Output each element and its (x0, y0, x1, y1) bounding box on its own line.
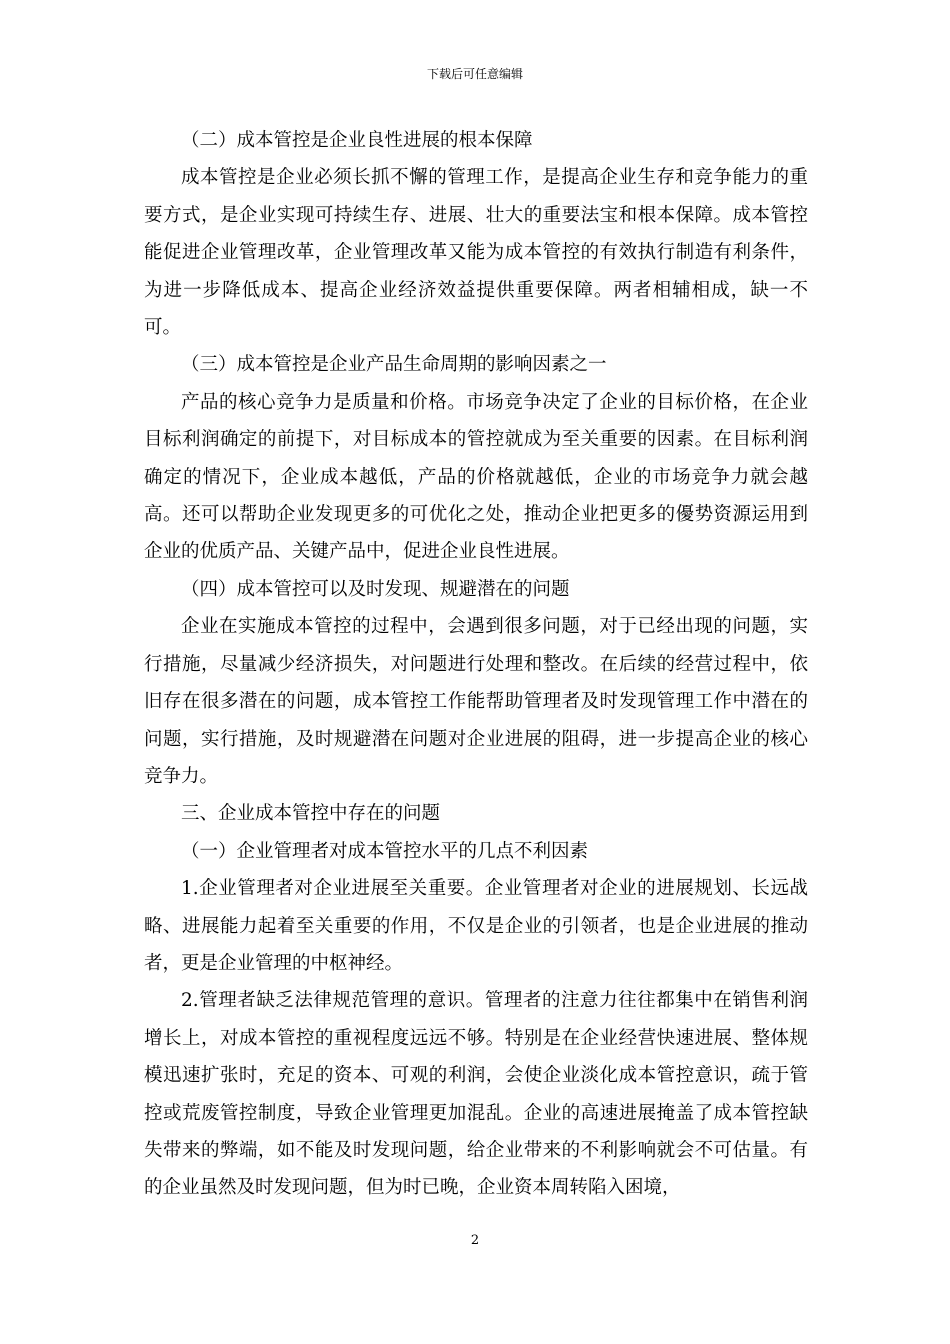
document-body (144, 122, 808, 1207)
paragraph: 成本管控是企业必须长抓不懈的管理工作，是提高企业生存和竞争能力的重要方式，是企业实现可持续生存、进展、壮大的重要法宝和根本保障。成本管控能促进企业管理改革，企业管理改革又能为成本管控的有效执行制造有利条件，为进一步降低成本、提高企业经济效益提供重要保障。两者相辅相成，缺一不可。 (144, 167, 808, 339)
heading-section-2: （二）成本管控是企业良性进展的根本保障 (181, 130, 533, 151)
heading-subsection-1: （一）企业管理者对成本管控水平的几点不利因素 (181, 840, 589, 862)
page-header: 下载后可任意编辑 (426, 67, 523, 81)
paragraph: 产品的核心竞争力是质量和价格。市场竞争决定了企业的目标价格，在企业目标利润确定的前提下，对目标成本的管控就成为至关重要的因素。在目标利润确定的情况下，企业成本越低，产品的价格就越低，企业的市场竞争力就会越高。还可以帮助企业发现更多的可优化之处，推动企业把更多的優势资源运用到企业的优质产品、关键产品中，促进企业良性进展。 (144, 391, 808, 563)
paragraph: 1.企业管理者对企业进展至关重要。企业管理者对企业的进展规划、长远战略、进展能力起着至关重要的作用，不仅是企业的引领者，也是企业进展的推动者，更是企业管理的中枢神经。 (144, 878, 808, 974)
heading-chapter-3: 三、企业成本管控中存在的问题 (181, 803, 441, 825)
page-number: 2 (470, 1233, 480, 1248)
paragraph: 2.管理者缺乏法律规范管理的意识。管理者的注意力往往都集中在销售利润增长上，对成本管控的重视程度远远不够。特别是在企业经营快速进展、整体规模迅速扩张时，充足的资本、可观的利润，会使企业淡化成本管控意识，疏于管控或荒废管控制度，导致企业管理更加混乱。企业的高速进展掩盖了成本管控缺失带来的弊端，如不能及时发现问题，给企业带来的不利影响就会不可估量。有的企业虽然及时发现问题，但为时已晚，企业资本周转陷入困境， (144, 990, 808, 1199)
heading-section-3: （三）成本管控是企业产品生命周期的影响因素之一 (181, 354, 607, 376)
heading-section-4: （四）成本管控可以及时发现、规避潜在的问题 (181, 578, 570, 600)
paragraph: 企业在实施成本管控的过程中，会遇到很多问题，对于已经出现的问题，实行措施，尽量减少经济损失，对问题进行处理和整改。在后续的经营过程中，依旧存在很多潜在的问题，成本管控工作能帮助管理者及时发现管理工作中潜在的问题，实行措施，及时规避潜在问题对企业进展的阻碍，进一步提高企业的核心竞争力。 (144, 616, 808, 787)
